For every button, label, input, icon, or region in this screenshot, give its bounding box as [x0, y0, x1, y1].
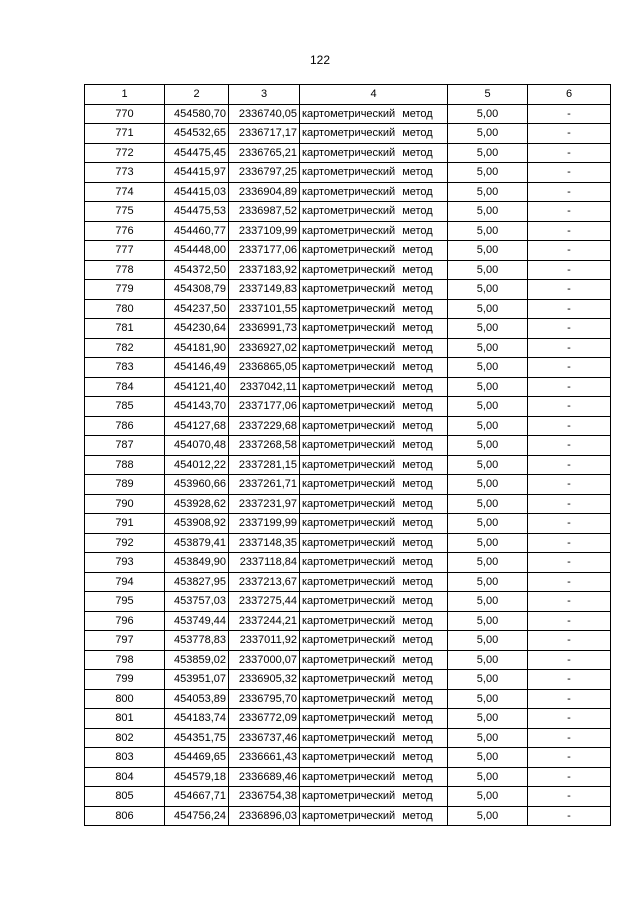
method-cell: картометрический метод: [300, 787, 448, 807]
note-cell: -: [528, 748, 611, 768]
y-coordinate-cell: 2336717,17: [229, 124, 300, 144]
table-row: [85, 124, 611, 144]
accuracy-cell: 5,00: [448, 533, 528, 553]
table-row: [85, 436, 611, 456]
point-number-cell: 793: [85, 553, 165, 573]
method-cell: картометрический метод: [300, 514, 448, 534]
y-coordinate-cell: 2337268,58: [229, 436, 300, 456]
point-number-cell: 779: [85, 280, 165, 300]
point-number-cell: 780: [85, 299, 165, 319]
table-row: [85, 670, 611, 690]
point-number-cell: 775: [85, 202, 165, 222]
table-row: [85, 572, 611, 592]
method-cell: картометрический метод: [300, 572, 448, 592]
method-cell: картометрический метод: [300, 163, 448, 183]
point-number-cell: 777: [85, 241, 165, 261]
accuracy-cell: 5,00: [448, 319, 528, 339]
point-number-cell: 800: [85, 689, 165, 709]
y-coordinate-cell: 2337275,44: [229, 592, 300, 612]
table-row: [85, 709, 611, 729]
accuracy-cell: 5,00: [448, 163, 528, 183]
x-coordinate-cell: 454012,22: [165, 455, 229, 475]
table-row: [85, 767, 611, 787]
accuracy-cell: 5,00: [448, 670, 528, 690]
column-header: 4: [300, 85, 448, 105]
note-cell: -: [528, 416, 611, 436]
note-cell: -: [528, 475, 611, 495]
note-cell: -: [528, 572, 611, 592]
note-cell: -: [528, 709, 611, 729]
point-number-cell: 791: [85, 514, 165, 534]
table-row: [85, 397, 611, 417]
note-cell: -: [528, 436, 611, 456]
accuracy-cell: 5,00: [448, 377, 528, 397]
method-cell: картометрический метод: [300, 104, 448, 124]
accuracy-cell: 5,00: [448, 494, 528, 514]
x-coordinate-cell: 454230,64: [165, 319, 229, 339]
method-cell: картометрический метод: [300, 182, 448, 202]
x-coordinate-cell: 454308,79: [165, 280, 229, 300]
x-coordinate-cell: 454237,50: [165, 299, 229, 319]
accuracy-cell: 5,00: [448, 748, 528, 768]
x-coordinate-cell: 453778,83: [165, 631, 229, 651]
point-number-cell: 805: [85, 787, 165, 807]
accuracy-cell: 5,00: [448, 514, 528, 534]
x-coordinate-cell: 454181,90: [165, 338, 229, 358]
table-row: [85, 358, 611, 378]
point-number-cell: 772: [85, 143, 165, 163]
x-coordinate-cell: 453827,95: [165, 572, 229, 592]
y-coordinate-cell: 2337261,71: [229, 475, 300, 495]
method-cell: картометрический метод: [300, 670, 448, 690]
accuracy-cell: 5,00: [448, 767, 528, 787]
accuracy-cell: 5,00: [448, 221, 528, 241]
table-row: [85, 748, 611, 768]
y-coordinate-cell: 2336795,70: [229, 689, 300, 709]
table-row: [85, 514, 611, 534]
column-header: 1: [85, 85, 165, 105]
point-number-cell: 804: [85, 767, 165, 787]
table-row: [85, 475, 611, 495]
point-number-cell: 792: [85, 533, 165, 553]
note-cell: -: [528, 143, 611, 163]
accuracy-cell: 5,00: [448, 806, 528, 826]
method-cell: картометрический метод: [300, 494, 448, 514]
table-row: [85, 728, 611, 748]
method-cell: картометрический метод: [300, 475, 448, 495]
y-coordinate-cell: 2336737,46: [229, 728, 300, 748]
x-coordinate-cell: 454475,45: [165, 143, 229, 163]
x-coordinate-cell: 454448,00: [165, 241, 229, 261]
table-row: [85, 455, 611, 475]
point-number-cell: 778: [85, 260, 165, 280]
note-cell: -: [528, 514, 611, 534]
method-cell: картометрический метод: [300, 143, 448, 163]
table-row: [85, 631, 611, 651]
note-cell: -: [528, 182, 611, 202]
accuracy-cell: 5,00: [448, 299, 528, 319]
method-cell: картометрический метод: [300, 221, 448, 241]
y-coordinate-cell: 2337148,35: [229, 533, 300, 553]
note-cell: -: [528, 319, 611, 339]
y-coordinate-cell: 2336740,05: [229, 104, 300, 124]
method-cell: картометрический метод: [300, 728, 448, 748]
x-coordinate-cell: 454053,89: [165, 689, 229, 709]
note-cell: -: [528, 611, 611, 631]
table-row: [85, 553, 611, 573]
x-coordinate-cell: 454183,74: [165, 709, 229, 729]
point-number-cell: 801: [85, 709, 165, 729]
table-row: [85, 221, 611, 241]
accuracy-cell: 5,00: [448, 143, 528, 163]
y-coordinate-cell: 2336689,46: [229, 767, 300, 787]
y-coordinate-cell: 2337281,15: [229, 455, 300, 475]
method-cell: картометрический метод: [300, 260, 448, 280]
note-cell: -: [528, 338, 611, 358]
x-coordinate-cell: 453908,92: [165, 514, 229, 534]
y-coordinate-cell: 2337042,11: [229, 377, 300, 397]
table-row: [85, 143, 611, 163]
method-cell: картометрический метод: [300, 299, 448, 319]
accuracy-cell: 5,00: [448, 416, 528, 436]
point-number-cell: 770: [85, 104, 165, 124]
note-cell: -: [528, 104, 611, 124]
accuracy-cell: 5,00: [448, 260, 528, 280]
point-number-cell: 794: [85, 572, 165, 592]
column-header: 2: [165, 85, 229, 105]
point-number-cell: 776: [85, 221, 165, 241]
note-cell: -: [528, 670, 611, 690]
accuracy-cell: 5,00: [448, 728, 528, 748]
x-coordinate-cell: 454579,18: [165, 767, 229, 787]
method-cell: картометрический метод: [300, 767, 448, 787]
table-row: [85, 377, 611, 397]
accuracy-cell: 5,00: [448, 592, 528, 612]
method-cell: картометрический метод: [300, 319, 448, 339]
y-coordinate-cell: 2336991,73: [229, 319, 300, 339]
method-cell: картометрический метод: [300, 241, 448, 261]
note-cell: -: [528, 806, 611, 826]
point-number-cell: 787: [85, 436, 165, 456]
point-number-cell: 799: [85, 670, 165, 690]
table-row: [85, 163, 611, 183]
point-number-cell: 781: [85, 319, 165, 339]
y-coordinate-cell: 2336865,05: [229, 358, 300, 378]
x-coordinate-cell: 454415,97: [165, 163, 229, 183]
y-coordinate-cell: 2337118,84: [229, 553, 300, 573]
x-coordinate-cell: 453757,03: [165, 592, 229, 612]
accuracy-cell: 5,00: [448, 280, 528, 300]
accuracy-cell: 5,00: [448, 455, 528, 475]
point-number-cell: 773: [85, 163, 165, 183]
y-coordinate-cell: 2337229,68: [229, 416, 300, 436]
method-cell: картометрический метод: [300, 455, 448, 475]
accuracy-cell: 5,00: [448, 104, 528, 124]
y-coordinate-cell: 2336754,38: [229, 787, 300, 807]
method-cell: картометрический метод: [300, 397, 448, 417]
x-coordinate-cell: 454143,70: [165, 397, 229, 417]
x-coordinate-cell: 453859,02: [165, 650, 229, 670]
point-number-cell: 783: [85, 358, 165, 378]
accuracy-cell: 5,00: [448, 689, 528, 709]
note-cell: -: [528, 631, 611, 651]
x-coordinate-cell: 453849,90: [165, 553, 229, 573]
point-number-cell: 774: [85, 182, 165, 202]
point-number-cell: 795: [85, 592, 165, 612]
y-coordinate-cell: 2336797,25: [229, 163, 300, 183]
accuracy-cell: 5,00: [448, 182, 528, 202]
note-cell: -: [528, 221, 611, 241]
y-coordinate-cell: 2337177,06: [229, 241, 300, 261]
note-cell: -: [528, 358, 611, 378]
table-row: [85, 592, 611, 612]
point-number-cell: 790: [85, 494, 165, 514]
y-coordinate-cell: 2336661,43: [229, 748, 300, 768]
method-cell: картометрический метод: [300, 202, 448, 222]
table-row: [85, 280, 611, 300]
y-coordinate-cell: 2337213,67: [229, 572, 300, 592]
note-cell: -: [528, 241, 611, 261]
point-number-cell: 786: [85, 416, 165, 436]
y-coordinate-cell: 2337177,06: [229, 397, 300, 417]
y-coordinate-cell: 2337149,83: [229, 280, 300, 300]
table-row: [85, 202, 611, 222]
x-coordinate-cell: 453960,66: [165, 475, 229, 495]
note-cell: -: [528, 202, 611, 222]
point-number-cell: 802: [85, 728, 165, 748]
table-header-row: [85, 85, 611, 105]
method-cell: картометрический метод: [300, 806, 448, 826]
note-cell: -: [528, 650, 611, 670]
accuracy-cell: 5,00: [448, 202, 528, 222]
method-cell: картометрический метод: [300, 553, 448, 573]
x-coordinate-cell: 454351,75: [165, 728, 229, 748]
note-cell: -: [528, 787, 611, 807]
accuracy-cell: 5,00: [448, 397, 528, 417]
column-header: 6: [528, 85, 611, 105]
point-number-cell: 785: [85, 397, 165, 417]
y-coordinate-cell: 2336765,21: [229, 143, 300, 163]
point-number-cell: 803: [85, 748, 165, 768]
table-row: [85, 416, 611, 436]
method-cell: картометрический метод: [300, 631, 448, 651]
note-cell: -: [528, 377, 611, 397]
table-row: [85, 533, 611, 553]
note-cell: -: [528, 260, 611, 280]
x-coordinate-cell: 453879,41: [165, 533, 229, 553]
y-coordinate-cell: 2336772,09: [229, 709, 300, 729]
x-coordinate-cell: 454121,40: [165, 377, 229, 397]
note-cell: -: [528, 299, 611, 319]
table-row: [85, 104, 611, 124]
point-number-cell: 806: [85, 806, 165, 826]
y-coordinate-cell: 2337231,97: [229, 494, 300, 514]
accuracy-cell: 5,00: [448, 436, 528, 456]
table-row: [85, 260, 611, 280]
y-coordinate-cell: 2337000,07: [229, 650, 300, 670]
accuracy-cell: 5,00: [448, 124, 528, 144]
y-coordinate-cell: 2337011,92: [229, 631, 300, 651]
accuracy-cell: 5,00: [448, 241, 528, 261]
method-cell: картометрический метод: [300, 124, 448, 144]
method-cell: картометрический метод: [300, 377, 448, 397]
x-coordinate-cell: 453749,44: [165, 611, 229, 631]
note-cell: -: [528, 592, 611, 612]
y-coordinate-cell: 2336905,32: [229, 670, 300, 690]
x-coordinate-cell: 454580,70: [165, 104, 229, 124]
x-coordinate-cell: 454460,77: [165, 221, 229, 241]
table-row: [85, 689, 611, 709]
note-cell: -: [528, 397, 611, 417]
point-number-cell: 796: [85, 611, 165, 631]
method-cell: картометрический метод: [300, 416, 448, 436]
y-coordinate-cell: 2336927,02: [229, 338, 300, 358]
y-coordinate-cell: 2337199,99: [229, 514, 300, 534]
accuracy-cell: 5,00: [448, 475, 528, 495]
column-header: 5: [448, 85, 528, 105]
method-cell: картометрический метод: [300, 280, 448, 300]
x-coordinate-cell: 454127,68: [165, 416, 229, 436]
accuracy-cell: 5,00: [448, 338, 528, 358]
note-cell: -: [528, 124, 611, 144]
x-coordinate-cell: 454475,53: [165, 202, 229, 222]
method-cell: картометрический метод: [300, 533, 448, 553]
note-cell: -: [528, 494, 611, 514]
x-coordinate-cell: 454469,65: [165, 748, 229, 768]
x-coordinate-cell: 454415,03: [165, 182, 229, 202]
x-coordinate-cell: 454372,50: [165, 260, 229, 280]
accuracy-cell: 5,00: [448, 787, 528, 807]
point-number-cell: 788: [85, 455, 165, 475]
method-cell: картометрический метод: [300, 611, 448, 631]
method-cell: картометрический метод: [300, 358, 448, 378]
note-cell: -: [528, 280, 611, 300]
accuracy-cell: 5,00: [448, 358, 528, 378]
note-cell: -: [528, 455, 611, 475]
table-row: [85, 299, 611, 319]
x-coordinate-cell: 454532,65: [165, 124, 229, 144]
column-header: 3: [229, 85, 300, 105]
y-coordinate-cell: 2336896,03: [229, 806, 300, 826]
table-row: [85, 787, 611, 807]
note-cell: -: [528, 728, 611, 748]
y-coordinate-cell: 2336987,52: [229, 202, 300, 222]
table-row: [85, 611, 611, 631]
table-row: [85, 650, 611, 670]
y-coordinate-cell: 2337183,92: [229, 260, 300, 280]
point-number-cell: 771: [85, 124, 165, 144]
table-row: [85, 241, 611, 261]
x-coordinate-cell: 453951,07: [165, 670, 229, 690]
table-body: [85, 104, 611, 826]
method-cell: картометрический метод: [300, 748, 448, 768]
method-cell: картометрический метод: [300, 650, 448, 670]
accuracy-cell: 5,00: [448, 631, 528, 651]
note-cell: -: [528, 163, 611, 183]
accuracy-cell: 5,00: [448, 572, 528, 592]
accuracy-cell: 5,00: [448, 709, 528, 729]
note-cell: -: [528, 767, 611, 787]
point-number-cell: 798: [85, 650, 165, 670]
note-cell: -: [528, 689, 611, 709]
page-number: 122: [309, 53, 331, 67]
y-coordinate-cell: 2337101,55: [229, 299, 300, 319]
method-cell: картометрический метод: [300, 709, 448, 729]
accuracy-cell: 5,00: [448, 650, 528, 670]
y-coordinate-cell: 2337244,21: [229, 611, 300, 631]
method-cell: картометрический метод: [300, 338, 448, 358]
y-coordinate-cell: 2337109,99: [229, 221, 300, 241]
table-row: [85, 319, 611, 339]
accuracy-cell: 5,00: [448, 611, 528, 631]
note-cell: -: [528, 533, 611, 553]
accuracy-cell: 5,00: [448, 553, 528, 573]
x-coordinate-cell: 454756,24: [165, 806, 229, 826]
x-coordinate-cell: 454070,48: [165, 436, 229, 456]
x-coordinate-cell: 454146,49: [165, 358, 229, 378]
point-number-cell: 784: [85, 377, 165, 397]
point-number-cell: 797: [85, 631, 165, 651]
table-row: [85, 182, 611, 202]
table-row: [85, 338, 611, 358]
coordinates-table: [84, 84, 611, 826]
method-cell: картометрический метод: [300, 436, 448, 456]
x-coordinate-cell: 454667,71: [165, 787, 229, 807]
note-cell: -: [528, 553, 611, 573]
table-row: [85, 806, 611, 826]
y-coordinate-cell: 2336904,89: [229, 182, 300, 202]
table-row: [85, 494, 611, 514]
method-cell: картометрический метод: [300, 592, 448, 612]
point-number-cell: 782: [85, 338, 165, 358]
x-coordinate-cell: 453928,62: [165, 494, 229, 514]
point-number-cell: 789: [85, 475, 165, 495]
method-cell: картометрический метод: [300, 689, 448, 709]
